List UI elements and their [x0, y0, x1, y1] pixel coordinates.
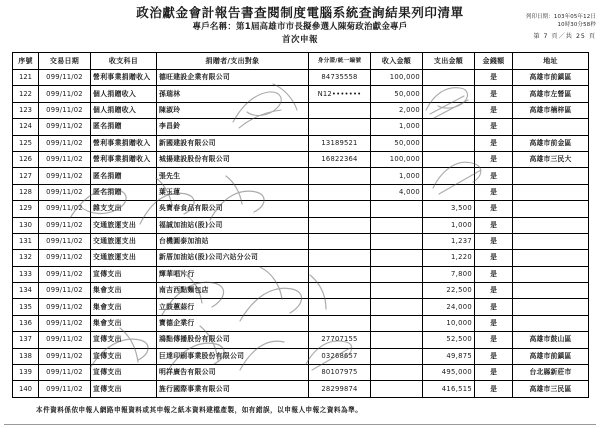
- table-cell-full: 是: [475, 201, 513, 217]
- table-cell-party: 立鼓蕙蒜行: [157, 299, 309, 315]
- table-cell-address: [513, 184, 589, 200]
- table-cell-expense: 10,000: [423, 315, 475, 331]
- table-row: [13, 250, 589, 266]
- table-row: [13, 184, 589, 200]
- table-cell-party: 陳淑玲: [157, 102, 309, 118]
- table-cell-income: [371, 332, 423, 348]
- table-cell-id: 28299874: [309, 381, 371, 397]
- table-cell-party: 輝華唱片行: [157, 266, 309, 282]
- table-cell-id: [309, 283, 371, 299]
- table-cell-address: [513, 315, 589, 331]
- table-cell-address: 高雄市前鎮區: [513, 348, 589, 364]
- footer-note: 本件資料係依申報人網路申報資料或其申報之紙本資料建檔產製，如有錯誤，以申報人申報之資料為準。: [36, 405, 363, 414]
- table-cell-date: 099/11/02: [39, 86, 91, 102]
- table-cell-date: 099/11/02: [39, 184, 91, 200]
- table-cell-income: 100,000: [371, 151, 423, 167]
- table-row: [13, 365, 589, 381]
- table-cell-expense: 1,220: [423, 250, 475, 266]
- table-cell-id: 03268657: [309, 348, 371, 364]
- table-cell-date: 099/11/02: [39, 135, 91, 151]
- table-cell-income: [371, 315, 423, 331]
- table-cell-account: 營利事業捐贈收入: [91, 151, 157, 167]
- table-cell-id: [309, 102, 371, 118]
- table-row: [13, 217, 589, 233]
- table-cell-full: 是: [475, 283, 513, 299]
- table-cell-seq: 140: [13, 381, 39, 397]
- table-cell-address: 高雄市左營區: [513, 86, 589, 102]
- table-cell-date: 099/11/02: [39, 299, 91, 315]
- table-cell-account: 集會支出: [91, 283, 157, 299]
- table-cell-full: 是: [475, 102, 513, 118]
- table-row: [13, 119, 589, 135]
- table-cell-account: 宣傳支出: [91, 332, 157, 348]
- table-row: [13, 151, 589, 167]
- table-cell-full: 是: [475, 135, 513, 151]
- table-row: [13, 266, 589, 282]
- table-cell-seq: 127: [13, 168, 39, 184]
- table-row: [13, 102, 589, 118]
- declaration-type-label: 首次申報: [281, 35, 318, 45]
- table-row: [13, 332, 589, 348]
- table-cell-party: 新厝加油站(股)公司六站分公司: [157, 250, 309, 266]
- table-cell-full: 是: [475, 119, 513, 135]
- table-cell-id: [309, 201, 371, 217]
- table-cell-date: 099/11/02: [39, 70, 91, 86]
- table-cell-expense: 1,000: [423, 217, 475, 233]
- table-cell-expense: 416,515: [423, 381, 475, 397]
- print-time: 10時30分58秒: [557, 22, 596, 28]
- table-cell-income: 50,000: [371, 135, 423, 151]
- table-cell-seq: 138: [13, 348, 39, 364]
- table-cell-account: 集會支出: [91, 315, 157, 331]
- table-cell-seq: 134: [13, 283, 39, 299]
- table-cell-seq: 125: [13, 135, 39, 151]
- table-cell-id: [309, 250, 371, 266]
- column-header-party: 捐贈者/支出對象: [157, 53, 309, 70]
- table-cell-income: [371, 201, 423, 217]
- table-row: [13, 348, 589, 364]
- table-cell-date: 099/11/02: [39, 348, 91, 364]
- column-header-full: 金錢額: [475, 53, 513, 70]
- table-row: [13, 86, 589, 102]
- table-cell-seq: 129: [13, 201, 39, 217]
- table-cell-income: [371, 381, 423, 397]
- table-cell-full: 是: [475, 315, 513, 331]
- table-cell-seq: 122: [13, 86, 39, 102]
- table-cell-account: 宣傳支出: [91, 348, 157, 364]
- table-cell-expense: 24,000: [423, 299, 475, 315]
- table-cell-date: 099/11/02: [39, 168, 91, 184]
- table-row: [13, 135, 589, 151]
- table-cell-id: [309, 266, 371, 282]
- table-row: [13, 70, 589, 86]
- table-cell-address: [513, 233, 589, 249]
- table-cell-seq: 123: [13, 102, 39, 118]
- table-cell-party: 張先生: [157, 168, 309, 184]
- table-cell-full: 是: [475, 70, 513, 86]
- table-cell-income: [371, 348, 423, 364]
- footer-divider: [4, 424, 596, 425]
- table-cell-party: 旌行國際事業有限公司: [157, 381, 309, 397]
- table-cell-expense: 52,500: [423, 332, 475, 348]
- table-cell-account: 營利事業捐贈收入: [91, 135, 157, 151]
- table-cell-income: [371, 365, 423, 381]
- table-cell-date: 099/11/02: [39, 266, 91, 282]
- ledger-table: [12, 52, 589, 398]
- print-meta: [526, 13, 596, 41]
- table-cell-seq: 135: [13, 299, 39, 315]
- table-cell-id: [309, 233, 371, 249]
- table-cell-party: 李昌鈴: [157, 119, 309, 135]
- table-cell-id: [309, 184, 371, 200]
- table-cell-full: 是: [475, 233, 513, 249]
- table-cell-account: 個人捐贈收入: [91, 86, 157, 102]
- table-cell-seq: 131: [13, 233, 39, 249]
- table-row: [13, 381, 589, 397]
- table-cell-full: 是: [475, 184, 513, 200]
- table-cell-income: [371, 266, 423, 282]
- table-cell-party: 孫瑞林: [157, 86, 309, 102]
- table-row: [13, 233, 589, 249]
- print-date: 列印日期：103年05年12日: [525, 14, 596, 20]
- page-indicator: 第 7 頁／共 25 頁: [533, 33, 596, 40]
- table-cell-full: 是: [475, 365, 513, 381]
- account-name-subtitle: 專戶名稱：第1屆高雄市市長擬參選人陳菊政治獻金專戶: [192, 22, 408, 32]
- table-cell-expense: [423, 70, 475, 86]
- table-header-row: [13, 53, 589, 70]
- table-cell-party: 明祥廣告有限公司: [157, 365, 309, 381]
- table-cell-account: 集會支出: [91, 299, 157, 315]
- table-cell-party: 巨達印刷事業股份有限公司: [157, 348, 309, 364]
- document-header: [0, 0, 600, 52]
- table-cell-date: 099/11/02: [39, 102, 91, 118]
- table-cell-party: 葉玉蓮: [157, 184, 309, 200]
- table-cell-party: 南吉西點麵包店: [157, 283, 309, 299]
- column-header-id: 身分證/統一編號: [309, 53, 371, 70]
- table-cell-id: 27707155: [309, 332, 371, 348]
- table-cell-full: 是: [475, 86, 513, 102]
- table-cell-expense: 1,237: [423, 233, 475, 249]
- table-cell-account: 匿名捐贈: [91, 119, 157, 135]
- column-header-expense: 支出金額: [423, 53, 475, 70]
- table-cell-expense: 7,800: [423, 266, 475, 282]
- table-cell-id: [309, 168, 371, 184]
- table-cell-expense: 49,875: [423, 348, 475, 364]
- table-cell-party: 寶德企業行: [157, 315, 309, 331]
- table-cell-date: 099/11/02: [39, 250, 91, 266]
- column-header-address: 地址: [513, 53, 589, 70]
- table-cell-party: 鴻點傳播股份有限公司: [157, 332, 309, 348]
- table-cell-income: 1,000: [371, 119, 423, 135]
- table-row: [13, 283, 589, 299]
- table-cell-seq: 136: [13, 315, 39, 331]
- table-cell-full: 是: [475, 299, 513, 315]
- table-cell-address: [513, 119, 589, 135]
- table-cell-account: 營利事業捐贈收入: [91, 70, 157, 86]
- table-cell-party: 德旺建設企業有限公司: [157, 70, 309, 86]
- table-cell-address: [513, 299, 589, 315]
- column-header-seq: 序號: [13, 53, 39, 70]
- table-row: [13, 299, 589, 315]
- table-row: [13, 168, 589, 184]
- table-cell-party: 福誠加油站(股)公司: [157, 217, 309, 233]
- table-cell-address: 高雄市前金區: [513, 135, 589, 151]
- table-header: [13, 53, 589, 70]
- table-cell-id: 84735558: [309, 70, 371, 86]
- table-cell-id: 13189521: [309, 135, 371, 151]
- table-cell-account: 匿名捐贈: [91, 184, 157, 200]
- table-cell-income: 4,000: [371, 184, 423, 200]
- table-cell-id: N12•••••••: [309, 86, 371, 102]
- table-cell-account: 匿名捐贈: [91, 168, 157, 184]
- table-cell-expense: [423, 102, 475, 118]
- table-cell-id: [309, 119, 371, 135]
- table-cell-seq: 121: [13, 70, 39, 86]
- table-cell-party: 台機圓泰加油站: [157, 233, 309, 249]
- table-cell-date: 099/11/02: [39, 119, 91, 135]
- table-cell-seq: 130: [13, 217, 39, 233]
- table-cell-address: 高雄市楠梓區: [513, 102, 589, 118]
- table-cell-seq: 133: [13, 266, 39, 282]
- table-cell-expense: 3,500: [423, 201, 475, 217]
- table-cell-income: 2,000: [371, 102, 423, 118]
- table-cell-id: [309, 315, 371, 331]
- table-cell-full: 是: [475, 381, 513, 397]
- table-row: [13, 315, 589, 331]
- table-cell-expense: [423, 151, 475, 167]
- table-cell-expense: 495,000: [423, 365, 475, 381]
- table-cell-id: [309, 299, 371, 315]
- table-cell-full: 是: [475, 266, 513, 282]
- table-cell-account: 宣傳支出: [91, 381, 157, 397]
- table-cell-party: 新國建設有限公司: [157, 135, 309, 151]
- table-cell-expense: [423, 119, 475, 135]
- table-cell-full: 是: [475, 151, 513, 167]
- table-cell-address: [513, 283, 589, 299]
- table-cell-party: 吳寶春食品有限公司: [157, 201, 309, 217]
- table-cell-full: 是: [475, 332, 513, 348]
- table-cell-seq: 132: [13, 250, 39, 266]
- table-cell-id: 80107975: [309, 365, 371, 381]
- table-cell-address: 台北縣新莊市: [513, 365, 589, 381]
- table-cell-id: 16822364: [309, 151, 371, 167]
- table-cell-income: 50,000: [371, 86, 423, 102]
- table-cell-expense: [423, 168, 475, 184]
- table-cell-full: 是: [475, 168, 513, 184]
- table-cell-account: 交通旅運支出: [91, 217, 157, 233]
- table-cell-date: 099/11/02: [39, 233, 91, 249]
- table-cell-account: 個人捐贈收入: [91, 102, 157, 118]
- table-cell-income: 1,000: [371, 168, 423, 184]
- ledger-table-wrap: [12, 52, 588, 398]
- table-cell-seq: 137: [13, 332, 39, 348]
- table-cell-date: 099/11/02: [39, 151, 91, 167]
- table-cell-account: 交通旅運支出: [91, 233, 157, 249]
- table-cell-expense: [423, 135, 475, 151]
- table-body: [13, 70, 589, 398]
- table-cell-full: 是: [475, 250, 513, 266]
- table-cell-address: [513, 266, 589, 282]
- table-cell-address: 高雄市三民大: [513, 151, 589, 167]
- table-cell-full: 是: [475, 348, 513, 364]
- column-header-account: 收支科目: [91, 53, 157, 70]
- table-cell-date: 099/11/02: [39, 201, 91, 217]
- table-cell-party: 城揚建設股份有限公司: [157, 151, 309, 167]
- table-cell-income: [371, 299, 423, 315]
- table-cell-seq: 139: [13, 365, 39, 381]
- table-cell-address: 高雄市鼓山區: [513, 332, 589, 348]
- table-cell-date: 099/11/02: [39, 315, 91, 331]
- table-cell-address: 高雄市三民區: [513, 381, 589, 397]
- table-cell-seq: 126: [13, 151, 39, 167]
- table-cell-income: [371, 233, 423, 249]
- table-cell-income: [371, 217, 423, 233]
- table-cell-seq: 124: [13, 119, 39, 135]
- table-cell-date: 099/11/02: [39, 381, 91, 397]
- table-cell-id: [309, 217, 371, 233]
- table-cell-address: [513, 201, 589, 217]
- table-cell-date: 099/11/02: [39, 332, 91, 348]
- table-cell-income: [371, 250, 423, 266]
- page-title: 政治獻金會計報告書查閱制度電腦系統查詢結果列印清單: [136, 5, 464, 20]
- table-cell-account: 雜支支出: [91, 201, 157, 217]
- column-header-date: 交易日期: [39, 53, 91, 70]
- table-cell-account: 宣傳支出: [91, 365, 157, 381]
- table-row: [13, 201, 589, 217]
- table-cell-seq: 128: [13, 184, 39, 200]
- table-cell-expense: [423, 184, 475, 200]
- table-cell-expense: [423, 86, 475, 102]
- table-cell-income: [371, 283, 423, 299]
- table-cell-address: [513, 217, 589, 233]
- title-block: [0, 0, 600, 46]
- table-cell-full: 是: [475, 217, 513, 233]
- table-cell-income: 100,000: [371, 70, 423, 86]
- table-cell-date: 099/11/02: [39, 365, 91, 381]
- table-cell-date: 099/11/02: [39, 217, 91, 233]
- column-header-income: 收入金額: [371, 53, 423, 70]
- table-cell-account: 宣傳支出: [91, 266, 157, 282]
- table-cell-date: 099/11/02: [39, 283, 91, 299]
- table-cell-address: [513, 168, 589, 184]
- table-cell-account: 交通旅運支出: [91, 250, 157, 266]
- table-cell-address: 高雄市前鎮區: [513, 70, 589, 86]
- table-cell-address: [513, 250, 589, 266]
- table-cell-expense: 22,500: [423, 283, 475, 299]
